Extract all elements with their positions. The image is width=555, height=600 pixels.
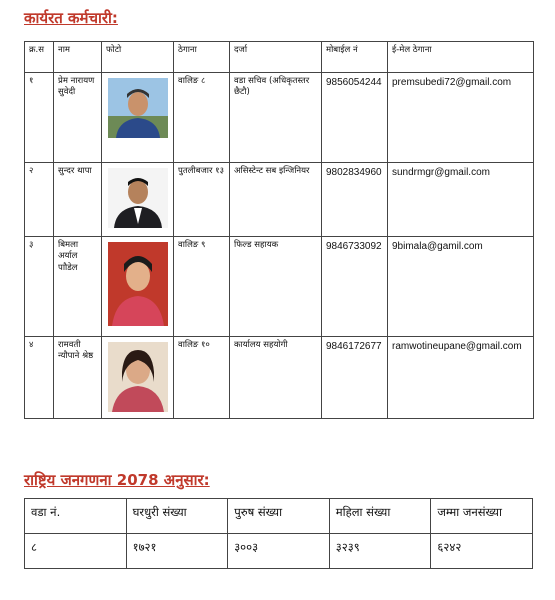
census-header-row [25, 499, 533, 534]
header-email: ई-मेल ठेगाना [388, 42, 534, 73]
staff-photo [108, 78, 168, 138]
header-address: ठेगाना [174, 42, 230, 73]
section-title-staff: कार्यरत कर्मचारी: [24, 9, 118, 27]
census-table [24, 498, 533, 569]
table-row [25, 73, 534, 163]
cell-address: वालिङ १० [174, 337, 230, 419]
cell-email: premsubedi72@gmail.com [388, 73, 534, 163]
staff-photo [108, 342, 168, 412]
cell-total: ६२४२ [431, 534, 533, 569]
cell-post: असिस्टेन्ट सब इन्जिनियर [230, 163, 322, 237]
cell-post: कार्यालय सहयाेगी [230, 337, 322, 419]
cell-post: वडा सचिव (अधिकृतस्तर छैटौ) [230, 73, 322, 163]
header-total: जम्मा जनसंख्या [431, 499, 533, 534]
staff-photo [108, 242, 168, 326]
cell-email: sundrmgr@gmail.com [388, 163, 534, 237]
cell-mobile: 9802834960 [322, 163, 388, 237]
cell-name: प्रेम नारायण सुवेदी [54, 73, 102, 163]
cell-sn: ४ [25, 337, 54, 419]
cell-name: रामवती न्यौपाने श्रेष्ठ [54, 337, 102, 419]
header-sn: क्र.स [25, 42, 54, 73]
cell-sn: २ [25, 163, 54, 237]
cell-post: फिल्ड सहायक [230, 237, 322, 337]
header-post: दर्जा [230, 42, 322, 73]
section-title-census: राष्ट्रिय जनगणना 2078 अनुसार: [24, 471, 210, 489]
cell-female: ३२३९ [329, 534, 431, 569]
cell-households: १७२१ [126, 534, 228, 569]
cell-photo [102, 237, 174, 337]
cell-sn: ३ [25, 237, 54, 337]
header-female: महिला संख्या [329, 499, 431, 534]
header-male: पुरुष संख्या [228, 499, 330, 534]
cell-mobile: 9846172677 [322, 337, 388, 419]
table-row [25, 534, 533, 569]
table-row [25, 337, 534, 419]
cell-male: ३००३ [228, 534, 330, 569]
cell-address: वालिङ ९ [174, 237, 230, 337]
cell-photo [102, 73, 174, 163]
cell-mobile: 9856054244 [322, 73, 388, 163]
cell-mobile: 9846733092 [322, 237, 388, 337]
table-row [25, 237, 534, 337]
header-photo: फोटो [102, 42, 174, 73]
header-mobile: मोबाईल नं [322, 42, 388, 73]
cell-address: वालिङ ८ [174, 73, 230, 163]
staff-table [24, 41, 534, 419]
staff-header-row [25, 42, 534, 73]
cell-sn: १ [25, 73, 54, 163]
table-row [25, 163, 534, 237]
cell-photo [102, 337, 174, 419]
header-name: नाम [54, 42, 102, 73]
cell-email: 9bimala@gamil.com [388, 237, 534, 337]
cell-ward: ८ [25, 534, 127, 569]
staff-photo [108, 168, 168, 228]
cell-address: पुतलीबजार १३ [174, 163, 230, 237]
cell-photo [102, 163, 174, 237]
cell-name: सुन्दर थापा [54, 163, 102, 237]
header-ward: वडा नं. [25, 499, 127, 534]
cell-email: ramwotineupane@gmail.com [388, 337, 534, 419]
header-households: घरधुरी संख्या [126, 499, 228, 534]
cell-name: बिमला अर्याल पाौडेल [54, 237, 102, 337]
